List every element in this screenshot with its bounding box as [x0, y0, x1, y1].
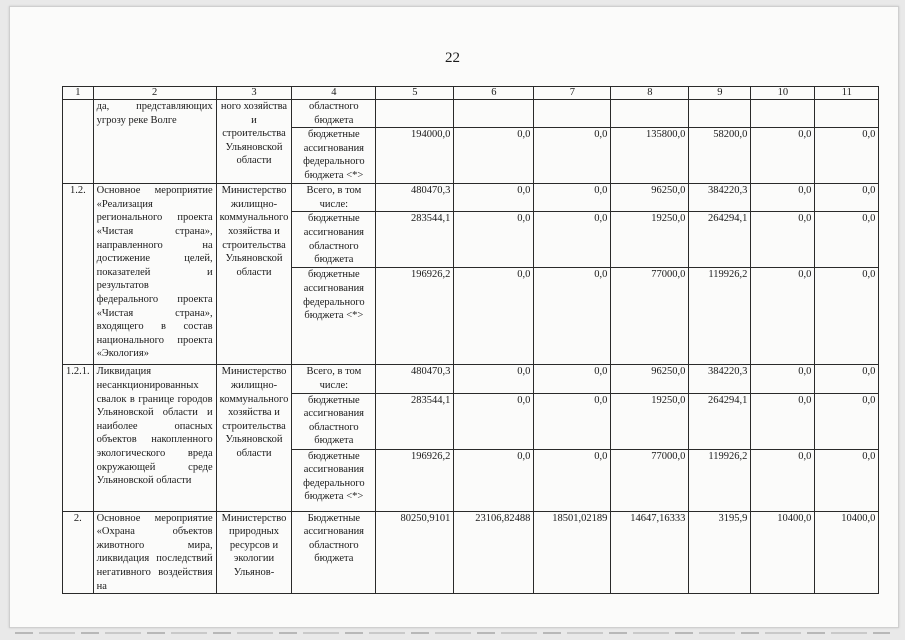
amount-cell: 0,0 [534, 128, 611, 184]
amount-cell: 0,0 [454, 393, 534, 449]
funding-source: бюджетные ассигнования федерального бюджета <*> [292, 268, 376, 365]
amount-cell: 0,0 [534, 268, 611, 365]
amount-cell: 0,0 [534, 212, 611, 268]
column-number-row [63, 87, 879, 100]
row-number: 1.2.1. [63, 365, 94, 511]
amount-cell [815, 100, 879, 128]
amount-cell: 0,0 [534, 449, 611, 511]
funding-source: бюджетные ассигнования федерального бюджета <*> [292, 128, 376, 184]
row-number: 1.2. [63, 184, 94, 365]
amount-cell: 0,0 [534, 184, 611, 212]
amount-cell: 196926,2 [376, 449, 454, 511]
amount-cell: 283544,1 [376, 393, 454, 449]
funding-source: бюджетные ассигнования федерального бюджета <*> [292, 449, 376, 511]
activity-name: Основное мероприятие «Охрана объектов животного мира, ликвидация последствий негативного воздействия на [93, 511, 216, 594]
funding-source: бюджетные ассигнования областного бюджета [292, 393, 376, 449]
scan-edge [15, 632, 890, 634]
amount-cell: 0,0 [751, 128, 815, 184]
amount-cell: 480470,3 [376, 184, 454, 212]
amount-cell [751, 100, 815, 128]
amount-cell: 23106,82488 [454, 511, 534, 594]
amount-cell: 0,0 [815, 212, 879, 268]
amount-cell: 0,0 [751, 449, 815, 511]
amount-cell: 0,0 [815, 365, 879, 393]
amount-cell: 283544,1 [376, 212, 454, 268]
table-row [63, 511, 879, 594]
column-number: 4 [292, 87, 376, 100]
funding-source: Всего, в том числе: [292, 184, 376, 212]
amount-cell: 196926,2 [376, 268, 454, 365]
amount-cell: 0,0 [454, 449, 534, 511]
responsible-executor: Министерство жилищно-коммунального хозяйства и строительства Ульяновской области [216, 184, 292, 365]
table-row [63, 184, 879, 212]
activity-name: да, представляющих угрозу реке Волге [93, 100, 216, 184]
amount-cell: 96250,0 [611, 365, 689, 393]
amount-cell: 0,0 [534, 393, 611, 449]
amount-cell: 3195,9 [689, 511, 751, 594]
funding-source: Всего, в том числе: [292, 365, 376, 393]
amount-cell: 19250,0 [611, 393, 689, 449]
column-number: 2 [93, 87, 216, 100]
amount-cell: 14647,16333 [611, 511, 689, 594]
amount-cell: 77000,0 [611, 268, 689, 365]
amount-cell [376, 100, 454, 128]
amount-cell: 0,0 [454, 268, 534, 365]
amount-cell [689, 100, 751, 128]
amount-cell: 264294,1 [689, 212, 751, 268]
amount-cell [454, 100, 534, 128]
table-row [63, 365, 879, 393]
activity-name: Основное мероприятие «Реализация регионального проекта «Чистая страна», направленного на достижение целей, показателей и результатов федерального проекта «Чистая страна», входящего в состав национального проекта «Экология» [93, 184, 216, 365]
column-number: 5 [376, 87, 454, 100]
amount-cell: 135800,0 [611, 128, 689, 184]
amount-cell: 80250,9101 [376, 511, 454, 594]
amount-cell: 10400,0 [751, 511, 815, 594]
amount-cell: 119926,2 [689, 449, 751, 511]
amount-cell: 0,0 [815, 128, 879, 184]
amount-cell: 384220,3 [689, 184, 751, 212]
amount-cell: 0,0 [751, 393, 815, 449]
amount-cell: 10400,0 [815, 511, 879, 594]
amount-cell: 0,0 [815, 449, 879, 511]
amount-cell: 0,0 [534, 365, 611, 393]
amount-cell: 0,0 [751, 212, 815, 268]
amount-cell: 0,0 [751, 184, 815, 212]
column-number: 9 [689, 87, 751, 100]
table-row [63, 100, 879, 128]
row-number [63, 100, 94, 184]
page-number: 22 [445, 50, 460, 66]
responsible-executor: Министерство жилищно-коммунального хозяйства и строительства Ульяновской области [216, 365, 292, 511]
amount-cell: 194000,0 [376, 128, 454, 184]
activity-name: Ликвидация несанкционированных свалок в границе городов Ульяновской области и наиболее опасных объектов накопленного экологического вреда окружающей среде Ульяновской области [93, 365, 216, 511]
amount-cell: 0,0 [454, 184, 534, 212]
column-number: 8 [611, 87, 689, 100]
funding-source: областного бюджета [292, 100, 376, 128]
amount-cell: 0,0 [454, 365, 534, 393]
amount-cell [611, 100, 689, 128]
amount-cell: 0,0 [815, 184, 879, 212]
amount-cell: 480470,3 [376, 365, 454, 393]
amount-cell: 264294,1 [689, 393, 751, 449]
amount-cell: 0,0 [815, 268, 879, 365]
amount-cell: 96250,0 [611, 184, 689, 212]
amount-cell [534, 100, 611, 128]
column-number: 7 [534, 87, 611, 100]
column-number: 1 [63, 87, 94, 100]
amount-cell: 58200,0 [689, 128, 751, 184]
amount-cell: 119926,2 [689, 268, 751, 365]
amount-cell: 19250,0 [611, 212, 689, 268]
amount-cell: 0,0 [454, 128, 534, 184]
amount-cell: 0,0 [815, 393, 879, 449]
amount-cell: 77000,0 [611, 449, 689, 511]
responsible-executor: ного хозяйства и строительства Ульяновской области [216, 100, 292, 184]
amount-cell: 0,0 [751, 365, 815, 393]
funding-source: Бюджетные ассигнования областного бюджета [292, 511, 376, 594]
column-number: 11 [815, 87, 879, 100]
amount-cell: 18501,02189 [534, 511, 611, 594]
row-number: 2. [63, 511, 94, 594]
column-number: 6 [454, 87, 534, 100]
amount-cell: 0,0 [751, 268, 815, 365]
responsible-executor: Министерство природных ресурсов и экологии Ульянов- [216, 511, 292, 594]
budget-table [62, 86, 879, 594]
amount-cell: 384220,3 [689, 365, 751, 393]
column-number: 10 [751, 87, 815, 100]
funding-source: бюджетные ассигнования областного бюджета [292, 212, 376, 268]
amount-cell: 0,0 [454, 212, 534, 268]
column-number: 3 [216, 87, 292, 100]
